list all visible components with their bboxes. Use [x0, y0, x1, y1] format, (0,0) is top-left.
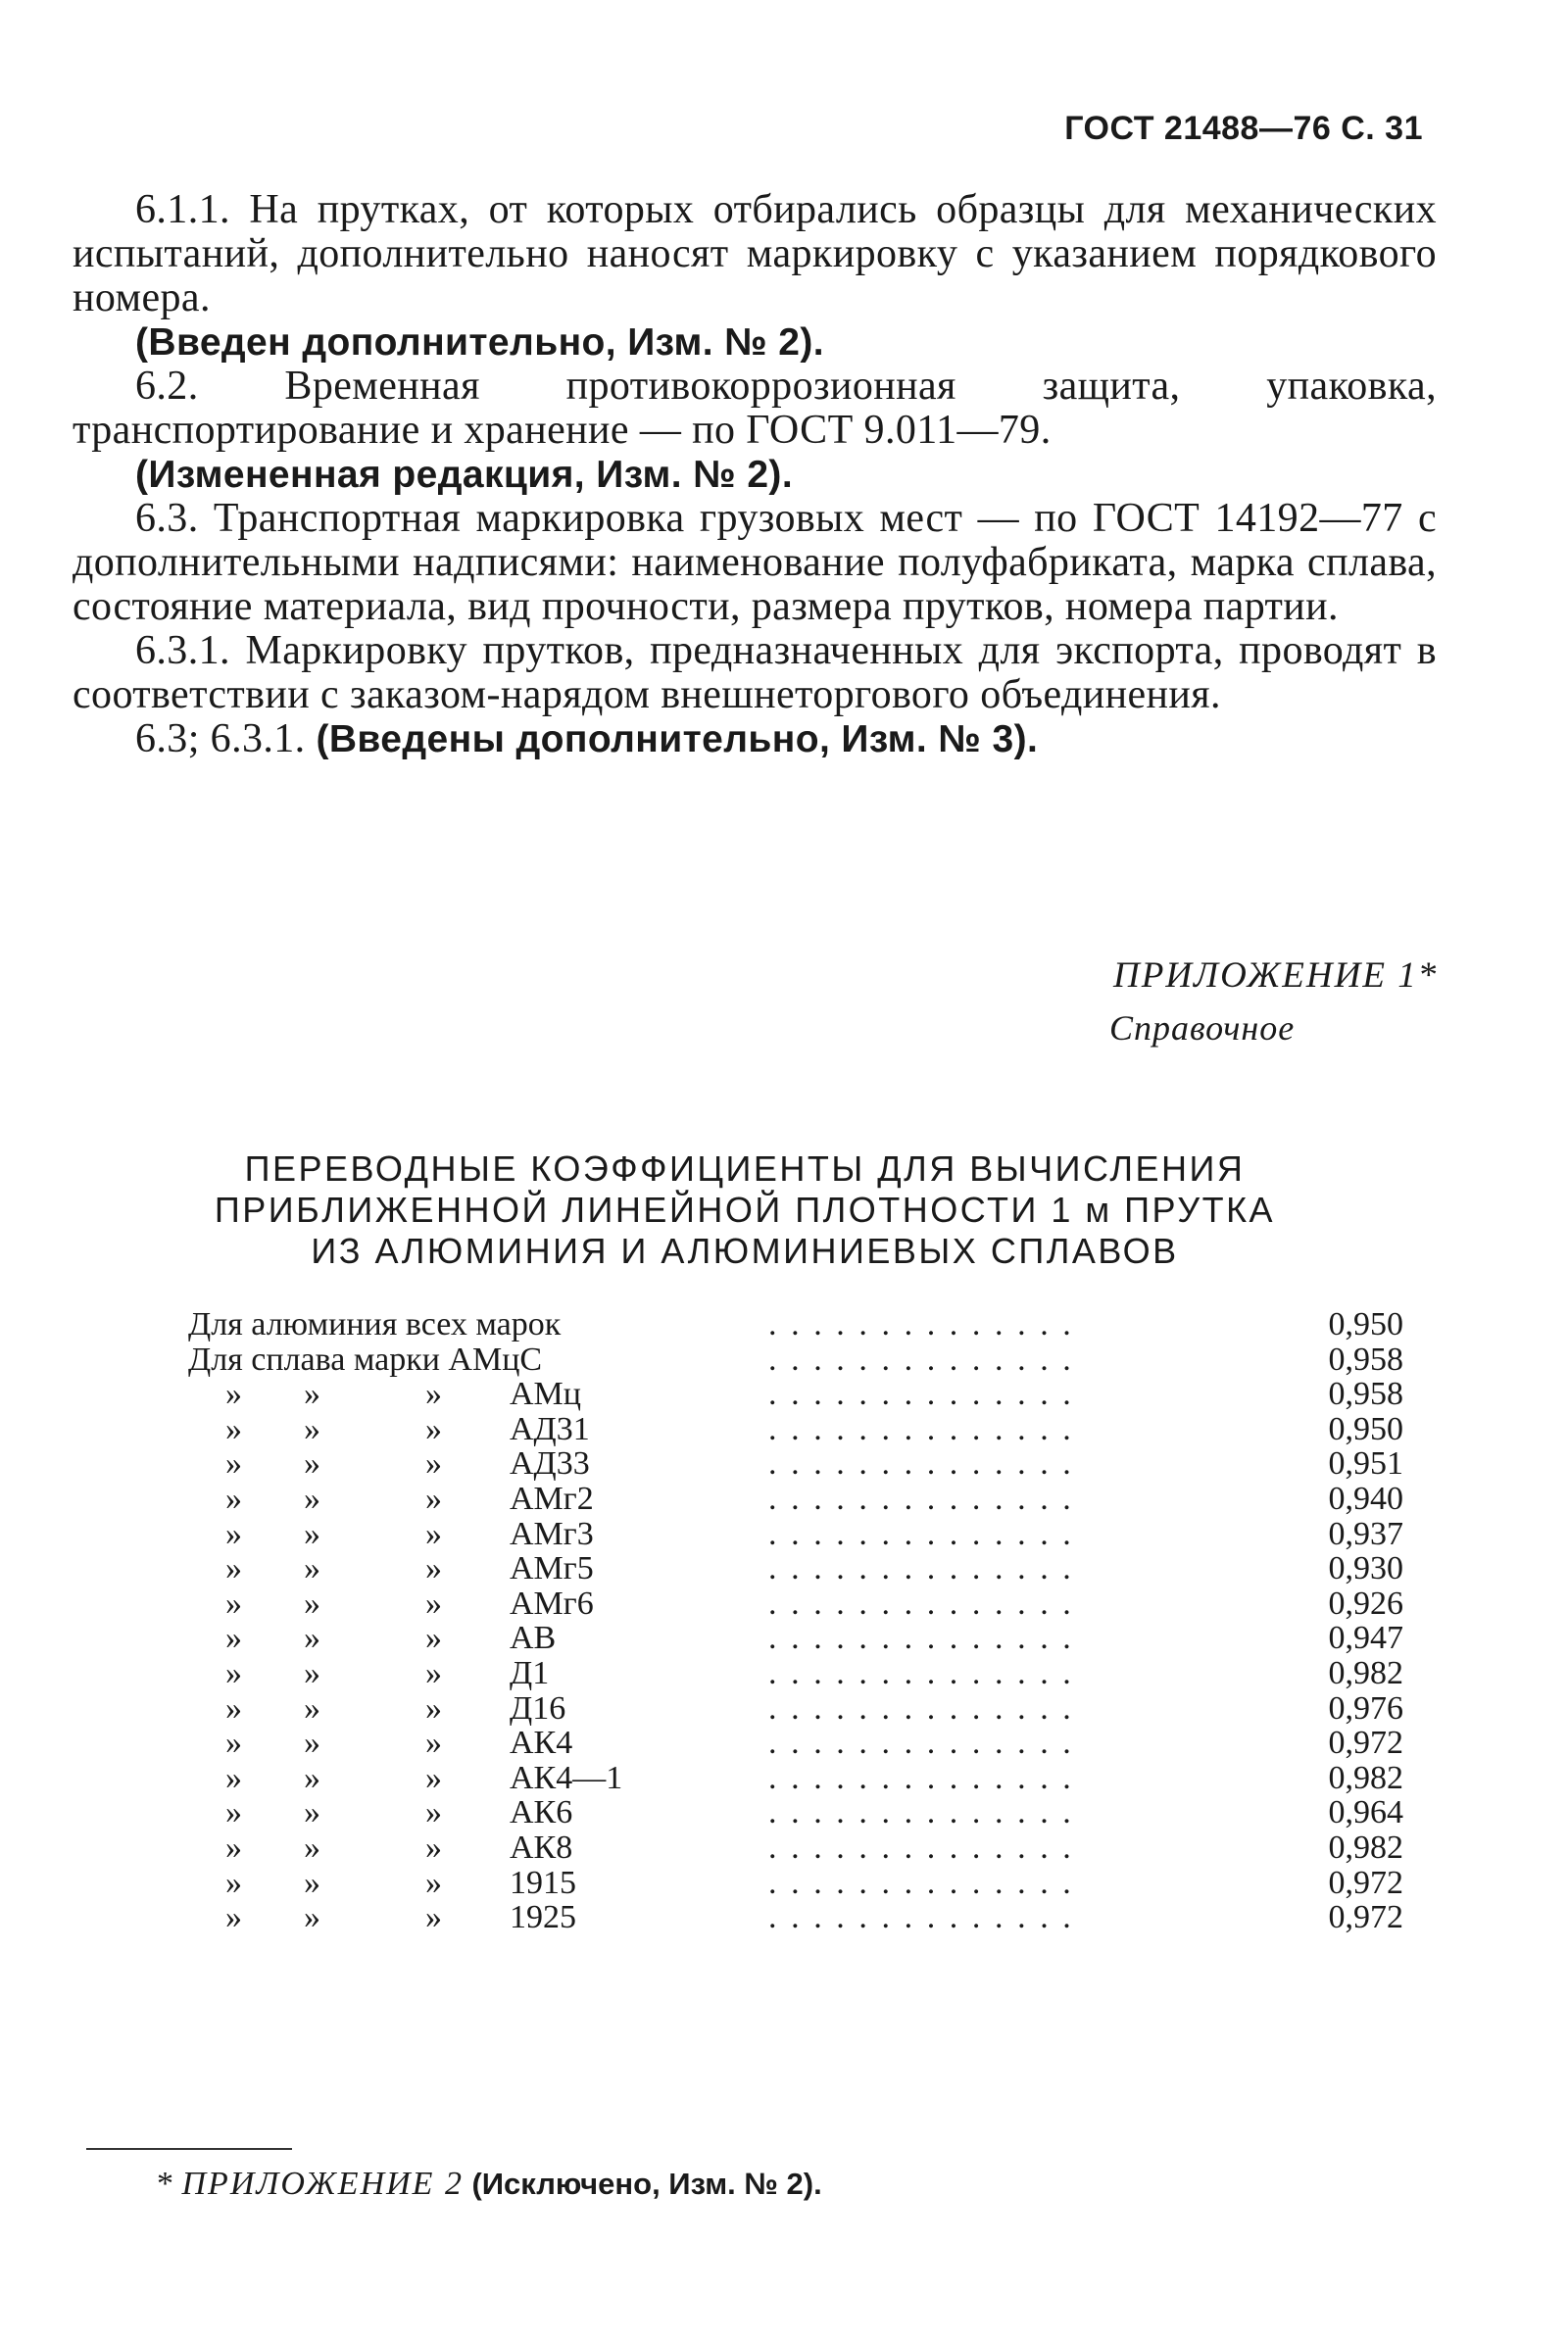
alloy-grade: АК4 [510, 1725, 573, 1762]
ditto-mark: » [425, 1585, 442, 1622]
alloy-grade: АВ [510, 1620, 557, 1657]
ditto-mark: » [225, 1410, 242, 1447]
ditto-mark: » [304, 1515, 320, 1552]
footnote-note: (Исключено, Изм. № 2). [471, 2167, 822, 2201]
ditto-mark: » [304, 1654, 320, 1691]
ditto-mark: » [225, 1899, 242, 1936]
amendment-prefix: 6.3; 6.3.1. [135, 716, 306, 761]
appendix-subtitle: Справочное [1109, 1008, 1296, 1048]
dot-leader: .............. [768, 1410, 1086, 1447]
dot-leader: .............. [768, 1689, 1086, 1727]
coefficient-value: 0,964 [1328, 1794, 1403, 1831]
alloy-grade: Д16 [510, 1689, 566, 1727]
ditto-mark: » [425, 1759, 442, 1796]
ditto-mark: » [425, 1689, 442, 1727]
dot-leader: .............. [768, 1654, 1086, 1691]
coefficient-value: 0,958 [1328, 1341, 1403, 1378]
ditto-mark: » [225, 1725, 242, 1762]
alloy-grade: АД33 [510, 1445, 590, 1483]
ditto-mark: » [425, 1620, 442, 1657]
table-row [188, 1761, 1403, 1796]
dot-leader: .............. [768, 1725, 1086, 1762]
coefficient-value: 0,950 [1328, 1410, 1403, 1447]
coefficient-value: 0,930 [1328, 1550, 1403, 1587]
coefficient-value: 0,947 [1328, 1620, 1403, 1657]
table-title [176, 1148, 1313, 1272]
ditto-mark: » [225, 1480, 242, 1517]
table-row [188, 1412, 1403, 1447]
table-row [188, 1342, 1403, 1378]
coefficient-value: 0,972 [1328, 1864, 1403, 1901]
alloy-grade: АМг3 [510, 1515, 594, 1552]
ditto-mark: » [225, 1759, 242, 1796]
ditto-mark: » [425, 1550, 442, 1587]
table-row [188, 1446, 1403, 1482]
ditto-mark: » [304, 1829, 320, 1866]
ditto-mark: » [225, 1794, 242, 1831]
coefficient-value: 0,972 [1328, 1725, 1403, 1762]
ditto-mark: » [304, 1620, 320, 1657]
coefficient-value: 0,937 [1328, 1515, 1403, 1552]
table-row [188, 1551, 1403, 1586]
appendix-label: ПРИЛОЖЕНИЕ 1* [1113, 955, 1439, 996]
table-row [188, 1586, 1403, 1622]
ditto-mark: » [304, 1550, 320, 1587]
ditto-mark: » [225, 1376, 242, 1413]
table-row [188, 1377, 1403, 1412]
ditto-mark: » [225, 1550, 242, 1587]
coefficient-table [188, 1307, 1403, 1935]
dot-leader: .............. [768, 1306, 1086, 1342]
ditto-mark: » [425, 1410, 442, 1447]
coefficient-value: 0,958 [1328, 1376, 1403, 1413]
footnote-marker: * [157, 2166, 173, 2202]
title-line: ИЗ АЛЮМИНИЯ И АЛЮМИНИЕВЫХ СПЛАВОВ [311, 1231, 1179, 1271]
dot-leader: .............. [768, 1550, 1086, 1587]
ditto-mark: » [304, 1759, 320, 1796]
table-row [188, 1517, 1403, 1552]
ditto-mark: » [304, 1864, 320, 1901]
table-row [188, 1621, 1403, 1656]
dot-leader: .............. [768, 1899, 1086, 1936]
table-row [188, 1656, 1403, 1691]
alloy-grade: АК6 [510, 1794, 573, 1831]
dot-leader: .............. [768, 1376, 1086, 1413]
footnote-appendix: ПРИЛОЖЕНИЕ 2 [181, 2166, 464, 2202]
ditto-mark: » [304, 1899, 320, 1936]
alloy-grade: АМг2 [510, 1480, 594, 1517]
ditto-mark: » [304, 1689, 320, 1727]
table-row [188, 1900, 1403, 1935]
coefficient-value: 0,982 [1328, 1654, 1403, 1691]
ditto-mark: » [425, 1376, 442, 1413]
ditto-mark: » [225, 1864, 242, 1901]
paragraph-6-2: 6.2. Временная противокоррозионная защита, упаковка, транспортирование и хранение — по ГОСТ 9.011—79. [73, 364, 1437, 453]
ditto-mark: » [304, 1376, 320, 1413]
coefficient-value: 0,926 [1328, 1585, 1403, 1622]
ditto-mark: » [425, 1829, 442, 1866]
table-row [188, 1691, 1403, 1727]
body-text [73, 188, 1437, 761]
table-row [188, 1795, 1403, 1830]
ditto-mark: » [225, 1585, 242, 1622]
ditto-mark: » [304, 1445, 320, 1483]
alloy-grade: АМг6 [510, 1585, 594, 1622]
coefficient-value: 0,950 [1328, 1306, 1403, 1342]
alloy-grade: АД31 [510, 1410, 590, 1447]
coefficient-value: 0,951 [1328, 1445, 1403, 1483]
ditto-mark: » [425, 1899, 442, 1936]
dot-leader: .............. [768, 1864, 1086, 1901]
ditto-mark: » [304, 1585, 320, 1622]
paragraph-6-1-1: 6.1.1. На прутках, от которых отбирались образцы для механических испытаний, дополнительно наносят маркировку с указанием порядкового номера. [73, 187, 1437, 320]
coefficient-value: 0,982 [1328, 1759, 1403, 1796]
dot-leader: .............. [768, 1515, 1086, 1552]
coefficient-value: 0,940 [1328, 1480, 1403, 1517]
alloy-grade: 1915 [510, 1864, 576, 1901]
ditto-mark: » [304, 1410, 320, 1447]
coefficient-value: 0,982 [1328, 1829, 1403, 1866]
ditto-mark: » [425, 1864, 442, 1901]
footnote [157, 2166, 822, 2203]
alloy-grade: АМц [510, 1376, 581, 1413]
ditto-mark: » [225, 1654, 242, 1691]
ditto-mark: » [425, 1515, 442, 1552]
ditto-mark: » [425, 1725, 442, 1762]
ditto-mark: » [425, 1480, 442, 1517]
coefficient-value: 0,972 [1328, 1899, 1403, 1936]
title-line: ПРИБЛИЖЕННОЙ ЛИНЕЙНОЙ ПЛОТНОСТИ 1 м ПРУТКА [214, 1190, 1276, 1230]
ditto-mark: » [225, 1515, 242, 1552]
dot-leader: .............. [768, 1480, 1086, 1517]
table-row [188, 1307, 1403, 1342]
coefficient-value: 0,976 [1328, 1689, 1403, 1727]
paragraph-6-3: 6.3. Транспортная маркировка грузовых мест — по ГОСТ 14192—77 с дополнительными надписями: наименование полуфабриката, марка сплава, состояние материала, вид прочности, размера прутков, номера партии. [73, 496, 1437, 629]
amendment-note-2: (Измененная редакция, Изм. № 2). [135, 454, 794, 496]
dot-leader: .............. [768, 1585, 1086, 1622]
paragraph-6-3-1: 6.3.1. Маркировку прутков, предназначенных для экспорта, проводят в соответствии с заказом-нарядом внешнеторгового объединения. [73, 628, 1437, 717]
amendment-note-1: (Введен дополнительно, Изм. № 2). [135, 321, 825, 364]
alloy-grade: 1925 [510, 1899, 576, 1936]
ditto-mark: » [425, 1445, 442, 1483]
amendment-note-3: (Введены дополнительно, Изм. № 3). [316, 718, 1039, 760]
ditto-mark: » [304, 1794, 320, 1831]
table-row [188, 1726, 1403, 1761]
dot-leader: .............. [768, 1759, 1086, 1796]
footnote-divider [86, 2148, 292, 2150]
ditto-mark: » [425, 1794, 442, 1831]
paragraph-amendment-3 [73, 717, 1437, 761]
dot-leader: .............. [768, 1794, 1086, 1831]
row-label: Для сплава марки АМцС [188, 1341, 543, 1378]
dot-leader: .............. [768, 1341, 1086, 1378]
ditto-mark: » [304, 1725, 320, 1762]
table-row [188, 1830, 1403, 1866]
table-row [188, 1482, 1403, 1517]
ditto-mark: » [225, 1689, 242, 1727]
dot-leader: .............. [768, 1829, 1086, 1866]
alloy-grade: Д1 [510, 1654, 550, 1691]
alloy-grade: АК8 [510, 1829, 573, 1866]
title-line: ПЕРЕВОДНЫЕ КОЭФФИЦИЕНТЫ ДЛЯ ВЫЧИСЛЕНИЯ [244, 1148, 1246, 1189]
table-row [188, 1866, 1403, 1901]
alloy-grade: АМг5 [510, 1550, 594, 1587]
ditto-mark: » [225, 1445, 242, 1483]
ditto-mark: » [225, 1620, 242, 1657]
dot-leader: .............. [768, 1445, 1086, 1483]
ditto-mark: » [304, 1480, 320, 1517]
row-label: Для алюминия всех марок [188, 1306, 562, 1342]
dot-leader: .............. [768, 1620, 1086, 1657]
page-header: ГОСТ 21488—76 С. 31 [1064, 110, 1423, 147]
ditto-mark: » [425, 1654, 442, 1691]
ditto-mark: » [225, 1829, 242, 1866]
alloy-grade: АК4—1 [510, 1759, 623, 1796]
